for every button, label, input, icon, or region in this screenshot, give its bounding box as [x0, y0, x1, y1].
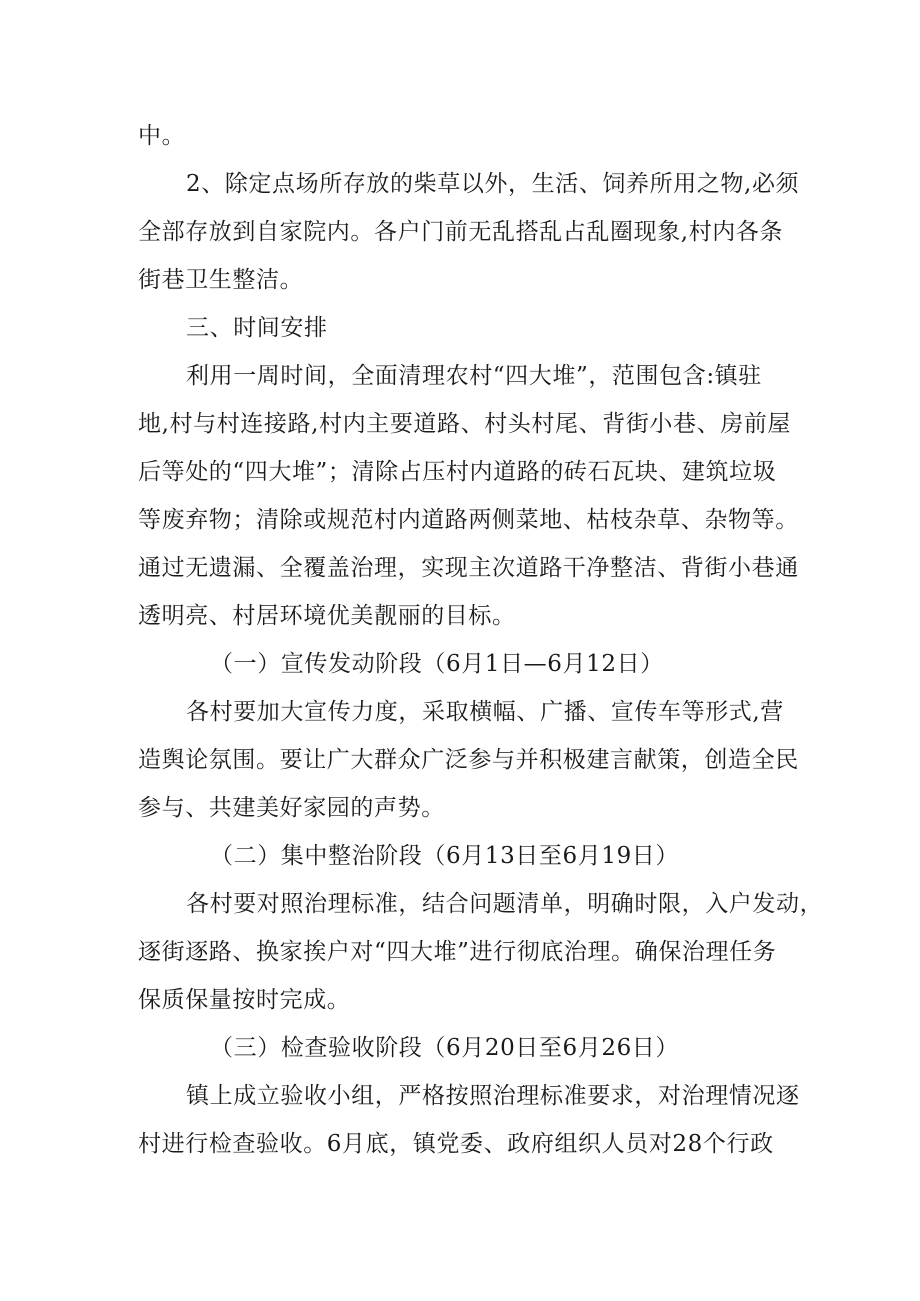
text-line: 参与、共建美好家园的声势。 — [138, 795, 445, 821]
text-line: 后等处的“四大堆”；清除占压村内道路的砖石瓦块、建筑垃圾 — [138, 459, 777, 485]
paragraph-start: 各村要加大宣传力度，采取横幅、广播、宣传车等形式,营 — [186, 699, 784, 725]
subheading-publicity-phase: （一）宣传发动阶段（6月1日—6月12日） — [210, 651, 664, 677]
section-heading-time-schedule: 三、时间安排 — [186, 315, 328, 341]
text-line: 保质保量按时完成。 — [138, 987, 351, 1013]
subheading-rectification-phase: （二）集中整治阶段（6月13日至6月19日） — [210, 843, 679, 869]
text-line: 通过无遗漏、全覆盖治理，实现主次道路干净整洁、背街小巷通 — [138, 555, 799, 581]
paragraph-start: 镇上成立验收小组，严格按照治理标准要求，对治理情况逐 — [186, 1083, 800, 1109]
text-line: 透明亮、村居环境优美靓丽的目标。 — [138, 603, 516, 629]
text-line: 等废弃物；清除或规范村内道路两侧菜地、枯枝杂草、杂物等。 — [138, 507, 799, 533]
paragraph-point-2: 2、除定点场所存放的柴草以外，生活、饲养所用之物,必须 — [186, 171, 800, 197]
text-line: 地,村与村连接路,村内主要道路、村头村尾、背街小巷、房前屋 — [138, 411, 792, 437]
text-line: 逐街逐路、换家挨户对“四大堆”进行彻底治理。确保治理任务 — [138, 939, 777, 965]
subheading-inspection-phase: （三）检查验收阶段（6月20日至6月26日） — [210, 1035, 679, 1061]
text-line: 造舆论氛围。要让广大群众广泛参与并积极建言献策，创造全民 — [138, 747, 799, 773]
paragraph-start: 利用一周时间，全面清理农村“四大堆”，范围包含:镇驻 — [186, 363, 762, 389]
text-line: 村进行检查验收。6月底，镇党委、政府组织人员对28个行政 — [138, 1131, 774, 1157]
text-line: 全部存放到自家院内。各户门前无乱搭乱占乱圈现象,村内各条 — [138, 219, 784, 245]
text-line: 街巷卫生整洁。 — [138, 267, 304, 293]
paragraph-start: 各村要对照治理标准，结合问题清单，明确时限，入户发动， — [186, 891, 824, 917]
text-line: 中。 — [138, 123, 186, 149]
